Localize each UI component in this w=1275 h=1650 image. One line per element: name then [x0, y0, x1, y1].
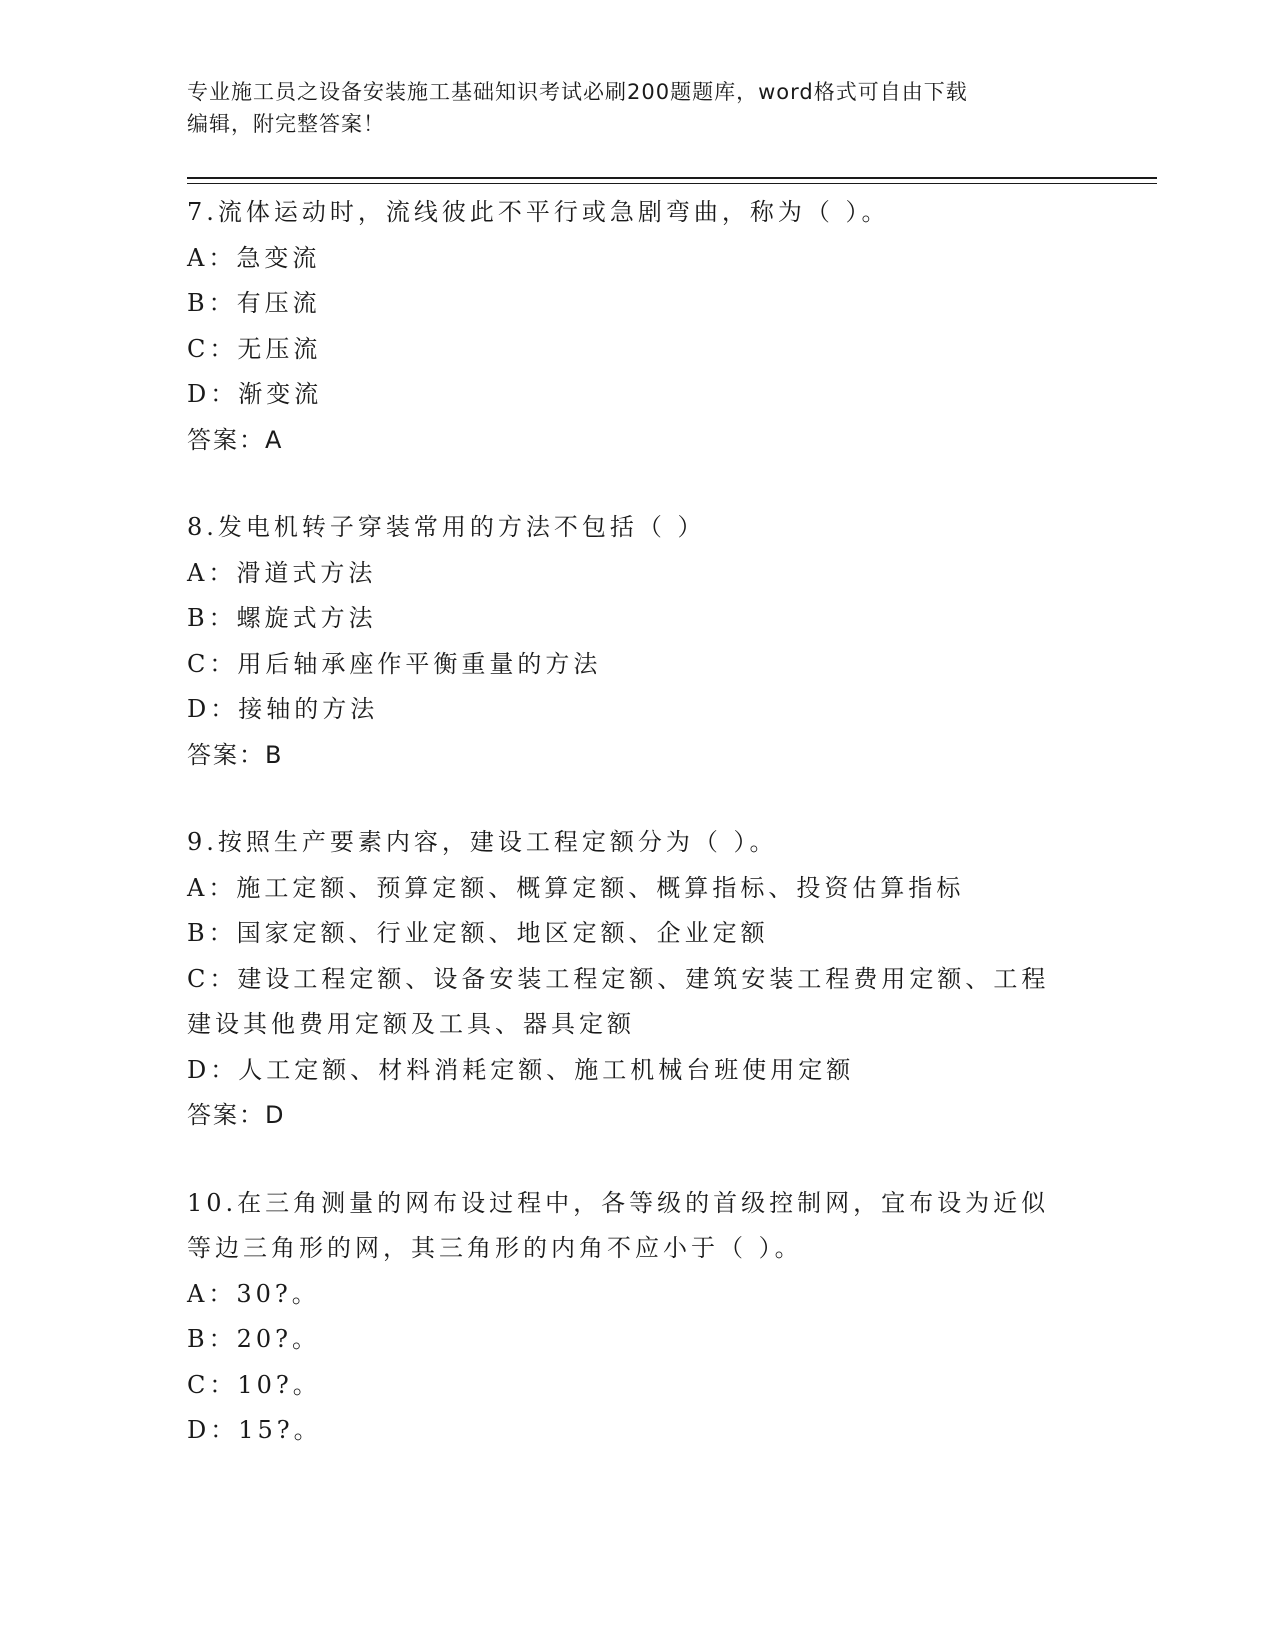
header-divider-thin — [187, 183, 1157, 184]
question-list — [187, 190, 1067, 1496]
header-divider-thick — [187, 177, 1157, 179]
answer-line: 答案：D — [187, 1101, 286, 1129]
option-d: D：渐变流 — [187, 380, 323, 408]
answer-line: 答案：A — [187, 425, 284, 454]
question-stem: 7.流体运动时，流线彼此不平行或急剧弯曲，称为（ ）。 — [187, 198, 890, 226]
option-d: D：人工定额、材料消耗定额、施工机械台班使用定额 — [187, 1055, 855, 1084]
question-stem: 9.按照生产要素内容，建设工程定额分为（ ）。 — [187, 828, 778, 856]
answer-line: 答案：B — [187, 740, 284, 769]
header-subtitle-line: 编辑，附完整答案！ — [187, 112, 385, 136]
question-7 — [187, 190, 1067, 463]
option-b: B：国家定额、行业定额、地区定额、企业定额 — [187, 919, 769, 947]
option-b: B：20?。 — [187, 1325, 321, 1353]
option-c: C：无压流 — [187, 334, 322, 363]
option-c: C：建设工程定额、设备安装工程定额、建筑安装工程费用定额、工程建设其他费用定额及工具、器具定额 — [187, 964, 1050, 1038]
option-b: B：螺旋式方法 — [187, 604, 377, 632]
option-d: D：15?。 — [187, 1416, 322, 1444]
option-b: B：有压流 — [187, 289, 321, 317]
option-a: A：施工定额、预算定额、概算定额、概算指标、投资估算指标 — [187, 873, 965, 902]
question-stem: 10.在三角测量的网布设过程中，各等级的首级控制网，宜布设为近似等边三角形的网，其三角形的内角不应小于（ ）。 — [187, 1188, 1050, 1262]
question-stem: 8.发电机转子穿装常用的方法不包括（ ） — [187, 513, 706, 541]
option-c: C：10?。 — [187, 1370, 321, 1399]
option-a: A：30?。 — [187, 1279, 320, 1308]
question-10 — [187, 1181, 1067, 1454]
document-header — [187, 76, 1067, 140]
question-8 — [187, 505, 1067, 778]
option-d: D：接轴的方法 — [187, 695, 379, 723]
question-9 — [187, 820, 1067, 1139]
option-c: C：用后轴承座作平衡重量的方法 — [187, 649, 602, 678]
option-a: A：滑道式方法 — [187, 558, 377, 587]
option-a: A：急变流 — [187, 243, 321, 272]
header-title-line: 专业施工员之设备安装施工基础知识考试必刷200题题库，word格式可自由下载 — [187, 80, 968, 104]
